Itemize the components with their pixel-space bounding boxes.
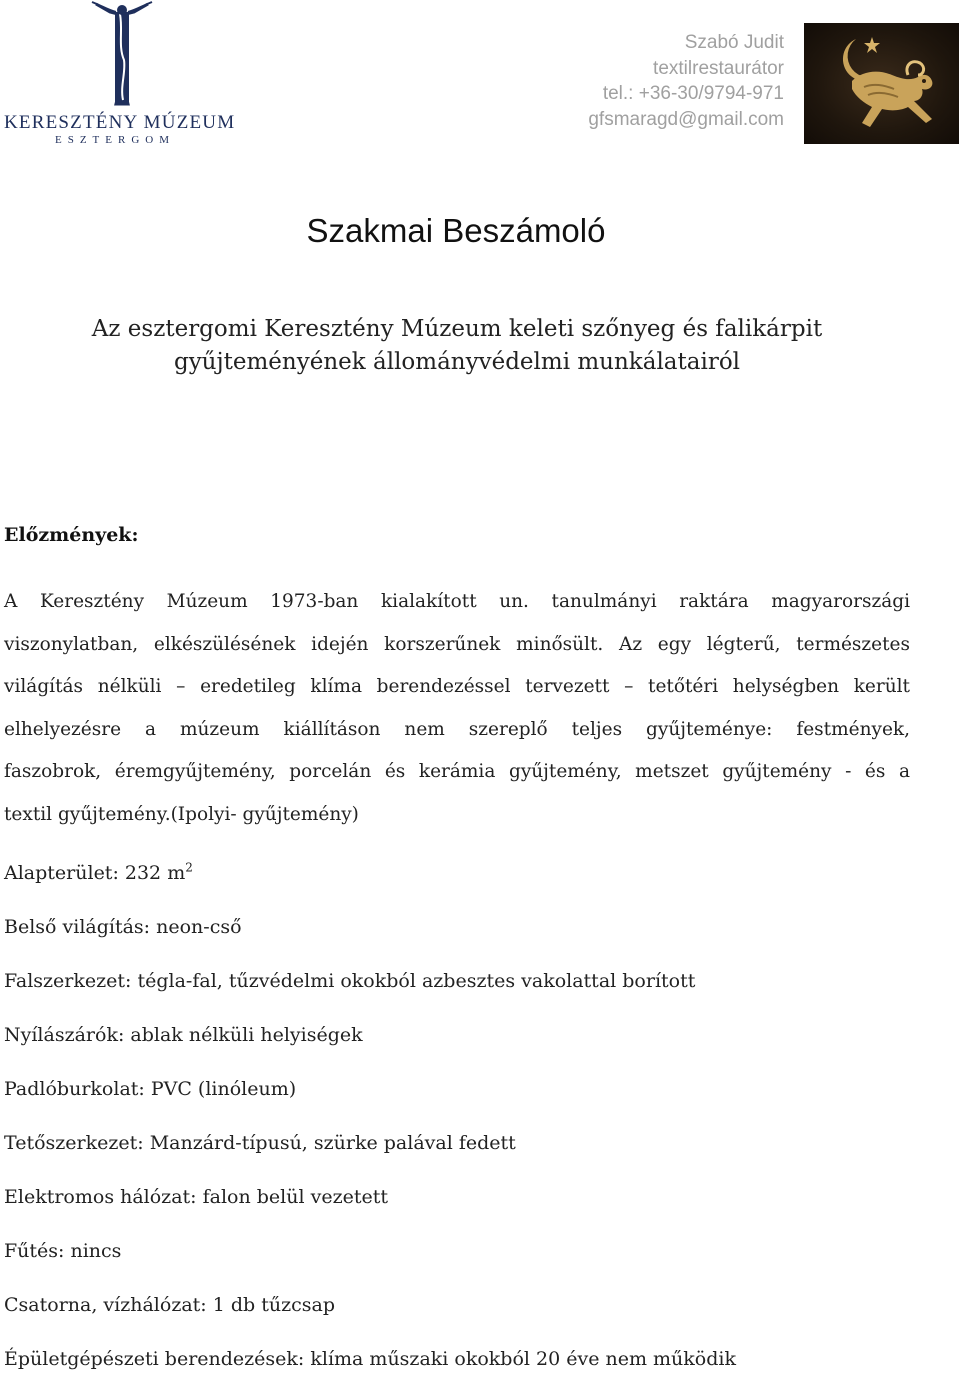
- fact-item: Fűtés: nincs: [4, 1240, 122, 1262]
- contact-phone: tel.: +36-30/9794-971: [602, 83, 784, 104]
- section-heading: Előzmények:: [4, 524, 139, 546]
- fact-item: Nyílászárók: ablak nélküli helyiségek: [4, 1024, 363, 1046]
- paragraph-line: faszobrok, éremgyűjtemény, porcelán és kerámia gyűjtemény, metszet gyűjtemény - és a: [4, 761, 910, 782]
- logo-city-name: ESZTERGOM: [55, 134, 175, 146]
- contact-role: textilrestaurátor: [653, 57, 784, 79]
- paragraph-line: textil gyűjtemény.(Ipolyi- gyűjtemény): [4, 803, 359, 825]
- paragraph-line: A Keresztény Múzeum 1973-ban kialakított un. tanulmányi raktára magyarországi: [4, 591, 910, 612]
- ram-icon: [804, 23, 959, 144]
- museum-logo: [4, 0, 236, 150]
- fact-item: Belső világítás: neon-cső: [4, 916, 242, 938]
- paragraph-line: elhelyezésre a múzeum kiállításon nem szereplő teljes gyűjteménye: festmények,: [4, 718, 910, 740]
- fact-area-superscript: 2: [185, 860, 193, 875]
- subtitle-line: gyűjteményének állományvédelmi munkálatairól: [173, 349, 741, 375]
- fact-item: Falszerkezet: tégla-fal, tűzvédelmi okokból azbesztes vakolattal borított: [4, 970, 696, 992]
- contact-block: [588, 30, 784, 132]
- intro-paragraph: [4, 581, 910, 836]
- facts-list: [4, 855, 944, 1395]
- fact-item: Épületgépészeti berendezések: klíma műszaki okokból 20 éve nem működik: [4, 1348, 736, 1370]
- fact-item: Csatorna, vízhálózat: 1 db tűzcsap: [4, 1294, 335, 1316]
- fact-item: Elektromos hálózat: falon belül vezetett: [4, 1186, 388, 1208]
- contact-email: gfsmaragd@gmail.com: [588, 108, 784, 130]
- subtitle-line: Az esztergomi Keresztény Múzeum keleti szőnyeg és falikárpit: [91, 316, 823, 342]
- fact-item: Padlóburkolat: PVC (linóleum): [4, 1078, 297, 1100]
- document-title: Szakmai Beszámoló: [306, 212, 606, 249]
- paragraph-line: világítás nélküli – eredetileg klíma berendezéssel tervezett – tetőtéri helységben került: [4, 676, 910, 697]
- contact-name: Szabó Judit: [684, 32, 784, 53]
- fact-item: Tetőszerkezet: Manzárd-típusú, szürke palával fedett: [4, 1132, 516, 1154]
- logo-museum-name: KERESZTÉNY MÚZEUM: [4, 112, 236, 133]
- crucifix-icon: [82, 0, 164, 110]
- ram-emblem-image: [804, 23, 959, 144]
- fact-area: [4, 855, 944, 909]
- document-subtitle: [0, 313, 914, 379]
- fact-area-label: Alapterület: 232 m: [4, 862, 186, 884]
- paragraph-line: viszonylatban, elkészülésének idején korszerűnek minősült. Az egy légterű, természetes: [4, 633, 910, 655]
